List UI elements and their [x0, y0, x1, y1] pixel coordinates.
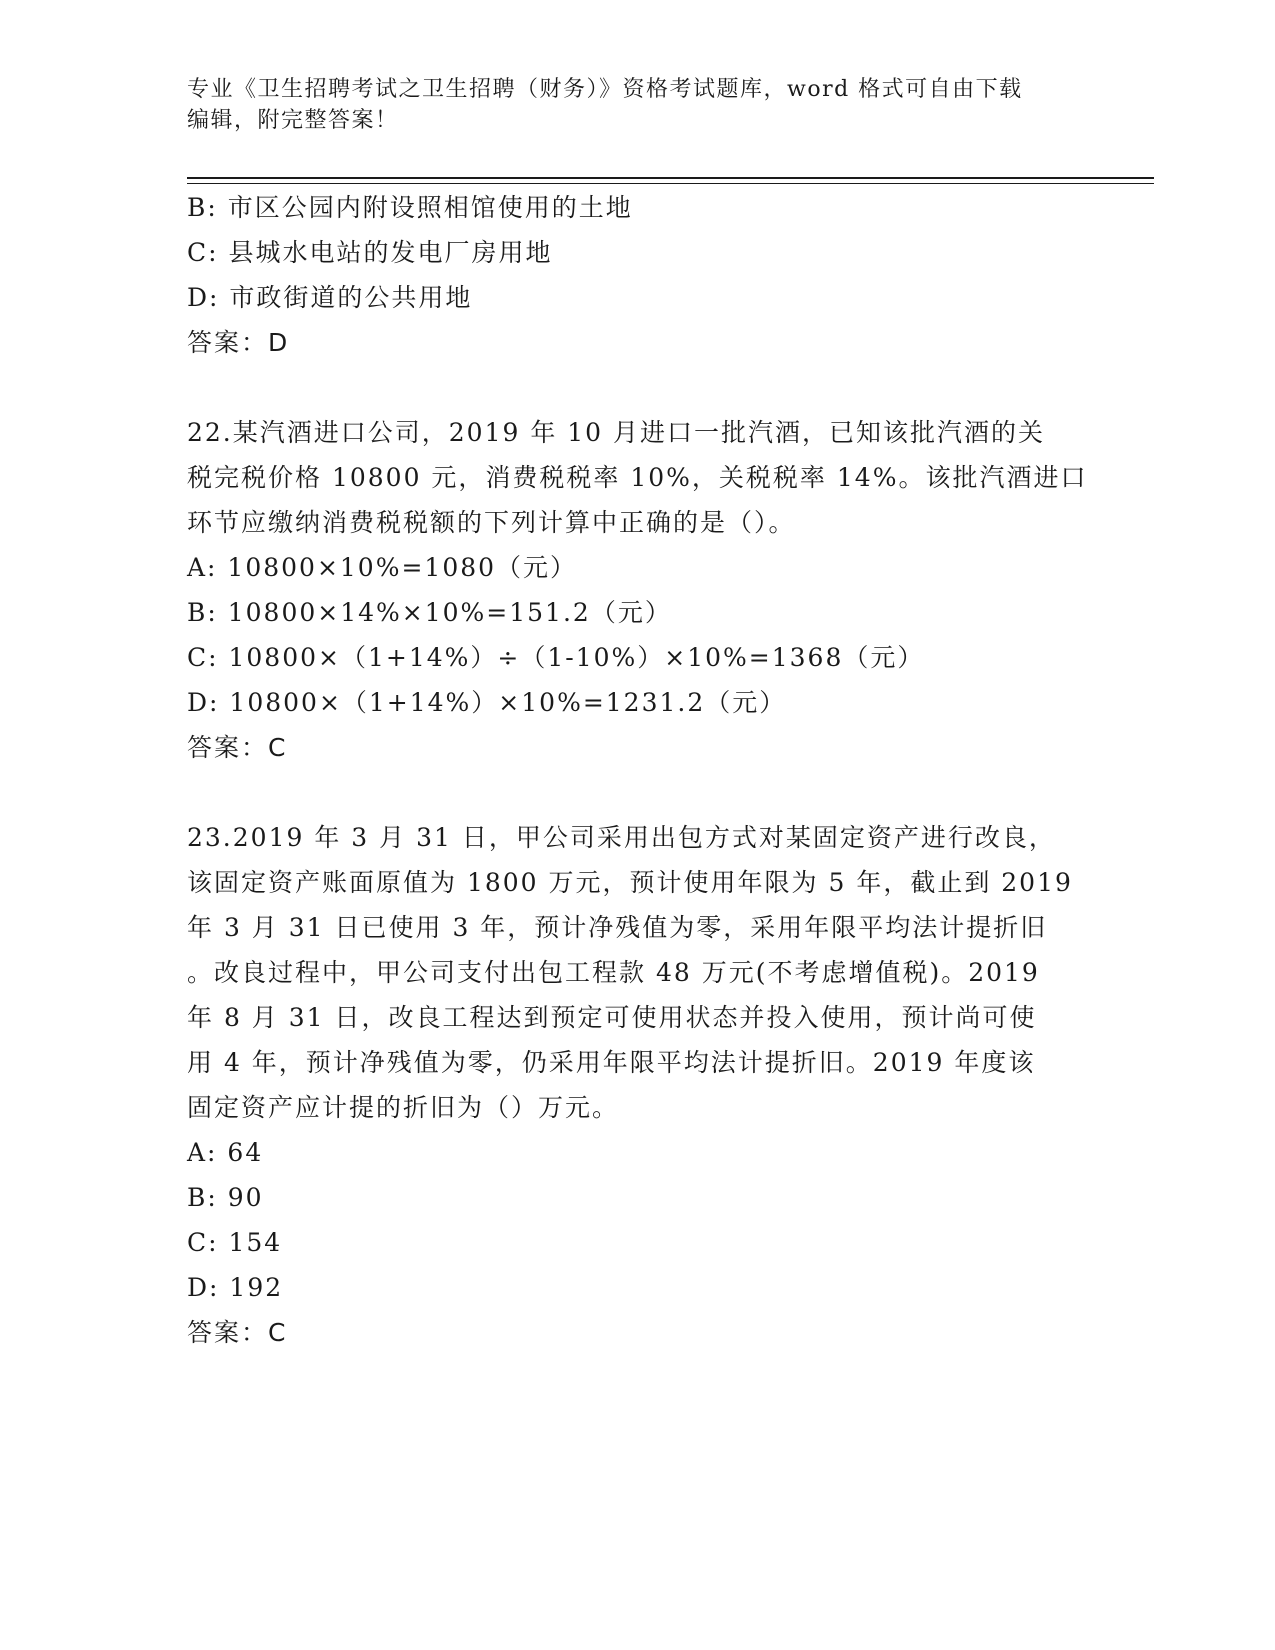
- q23-stem-line-2: 该固定资产账面原值为 1800 万元，预计使用年限为 5 年，截止到 2019: [187, 868, 1073, 897]
- q23-stem-line-7: 固定资产应计提的折旧为（）万元。: [187, 1093, 620, 1122]
- q23-stem-line-6: 用 4 年，预计净残值为零，仍采用年限平均法计提折旧。2019 年度该: [187, 1048, 1036, 1077]
- q23-option-c: C: 154: [187, 1228, 283, 1257]
- q21-option-c: C: 县城水电站的发电厂房用地: [187, 238, 553, 267]
- q23-option-d: D: 192: [187, 1273, 284, 1302]
- q23-stem-line-5: 年 8 月 31 日，改良工程达到预定可使用状态并投入使用，预计尚可使: [187, 1003, 1037, 1032]
- document-header: [187, 74, 1087, 136]
- q21-answer: 答案：D: [187, 328, 290, 357]
- q23-option-b: B: 90: [187, 1183, 264, 1212]
- header-line-2: 编辑，附完整答案！: [187, 108, 399, 133]
- q22-stem-line-3: 环节应缴纳消费税税额的下列计算中正确的是（）。: [187, 508, 796, 537]
- header-line-1: 专业《卫生招聘考试之卫生招聘（财务）》资格考试题库，word 格式可自由下载: [187, 77, 1023, 102]
- q22-option-c: C: 10800×（1+14%）÷（1-10%）×10%=1368（元）: [187, 643, 925, 672]
- q23-stem-line-4: 。改良过程中，甲公司支付出包工程款 48 万元(不考虑增值税)。2019: [187, 958, 1040, 987]
- q21-option-b: B: 市区公园内附设照相馆使用的土地: [187, 193, 633, 222]
- q22-option-b: B: 10800×14%×10%=151.2（元）: [187, 598, 672, 627]
- q23-stem-line-3: 年 3 月 31 日已使用 3 年，预计净残值为零，采用年限平均法计提折旧: [187, 913, 1048, 942]
- q23-option-a: A: 64: [187, 1138, 264, 1167]
- q23-answer: 答案：C: [187, 1318, 288, 1347]
- q22-stem-line-1: 22.某汽酒进口公司，2019 年 10 月进口一批汽酒，已知该批汽酒的关: [187, 418, 1046, 447]
- q22-stem-line-2: 税完税价格 10800 元，消费税税率 10%，关税税率 14%。该批汽酒进口: [187, 463, 1088, 492]
- q22-option-a: A: 10800×10%=1080（元）: [187, 553, 578, 582]
- header-divider-thin: [187, 183, 1154, 184]
- q23-stem-line-1: 23.2019 年 3 月 31 日，甲公司采用出包方式对某固定资产进行改良，: [187, 823, 1056, 852]
- q22-option-d: D: 10800×（1+14%）×10%=1231.2（元）: [187, 688, 787, 717]
- header-divider-thick: [187, 177, 1154, 179]
- q21-option-d: D: 市政街道的公共用地: [187, 283, 473, 312]
- q22-answer: 答案：C: [187, 733, 288, 762]
